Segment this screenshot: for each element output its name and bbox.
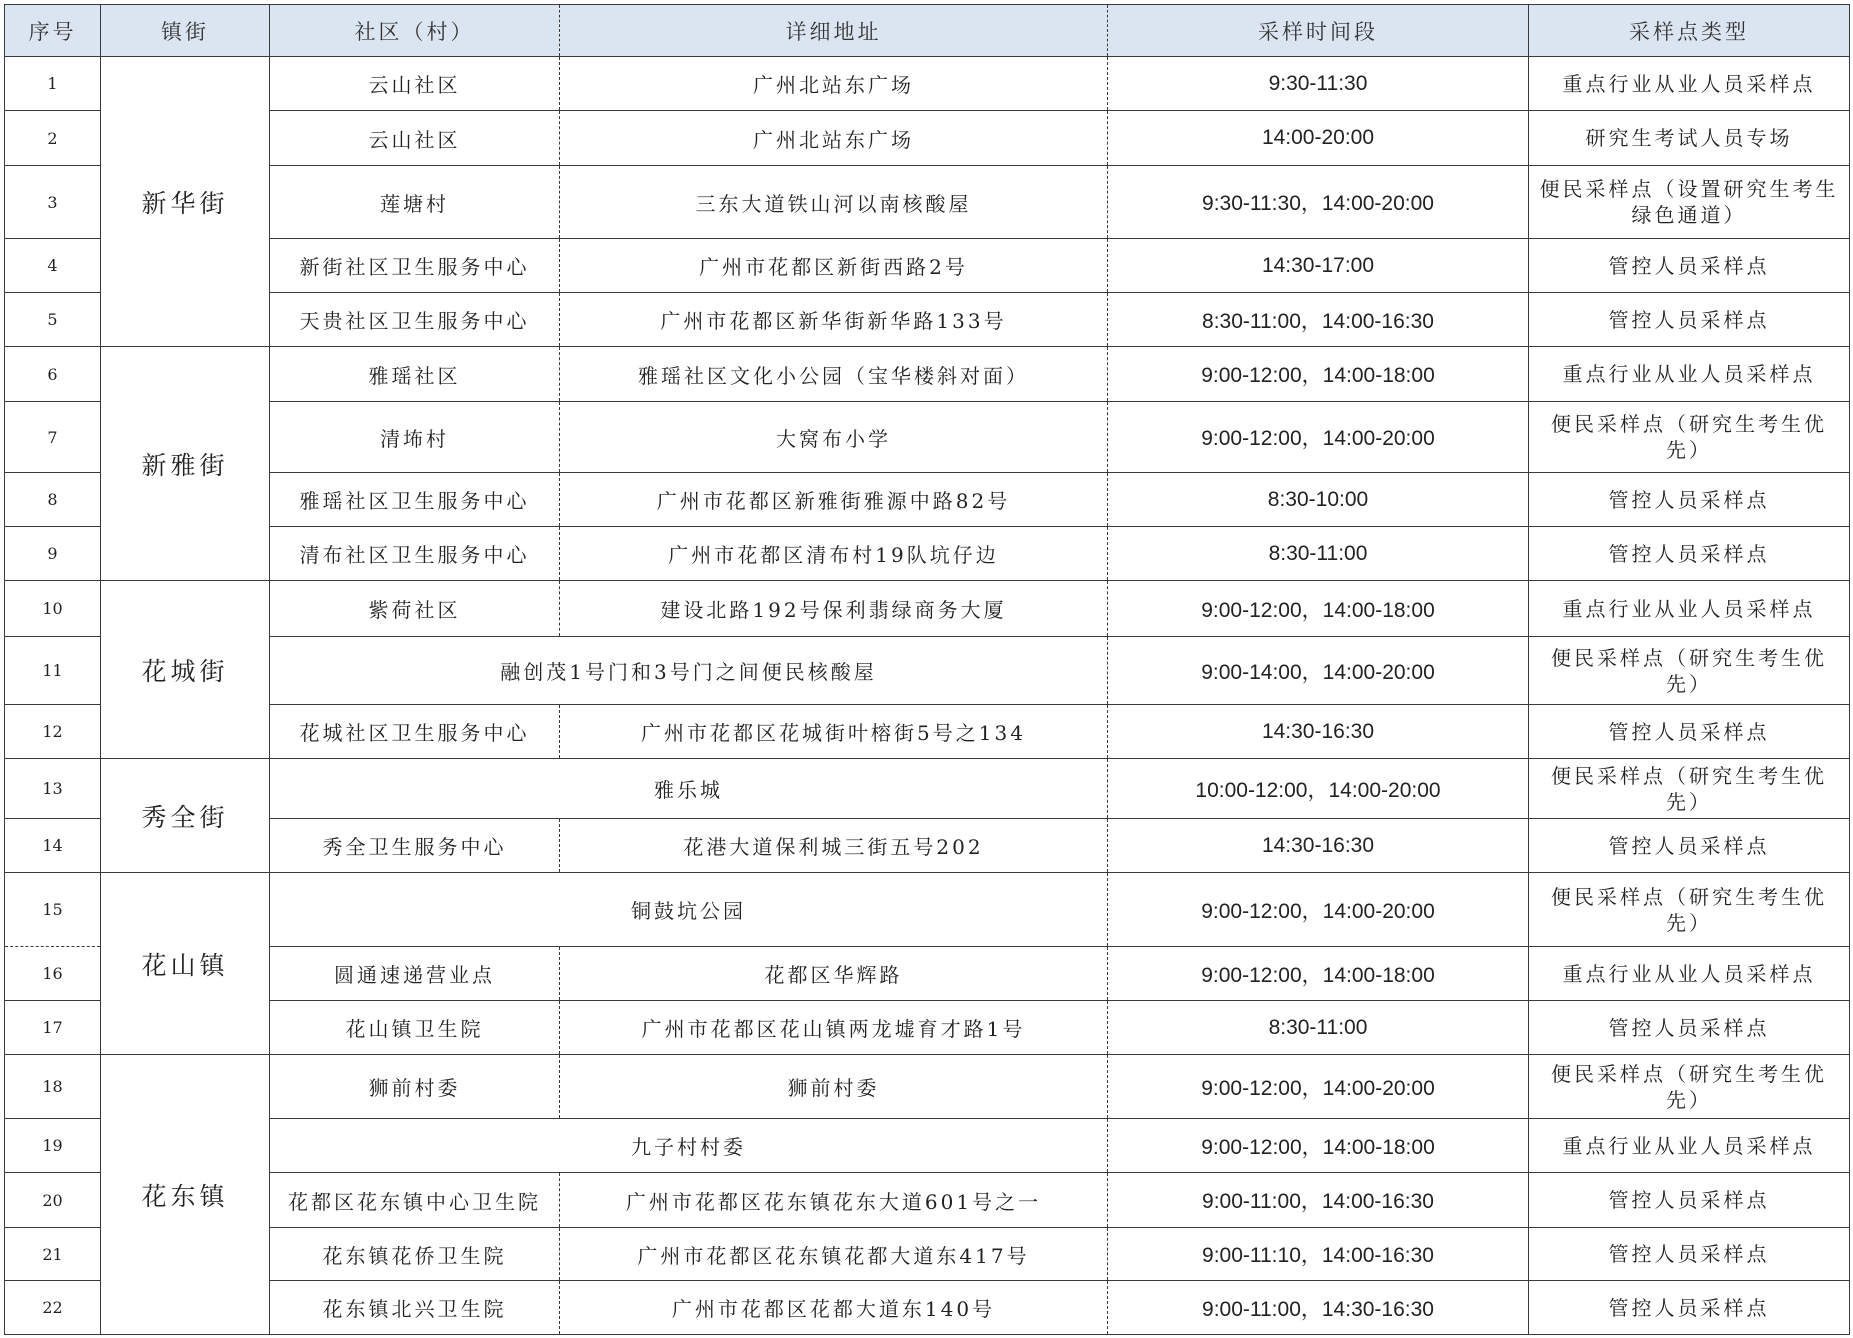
site-type: 管控人员采样点 [1529,473,1850,527]
row-number: 10 [5,581,101,637]
sampling-time: 8:30-11:00 [1108,1001,1529,1055]
row-number: 9 [5,527,101,581]
community-name: 天贵社区卫生服务中心 [270,293,560,347]
sampling-time: 8:30-10:00 [1108,473,1529,527]
table-row [5,347,1850,402]
header-address: 详细地址 [560,5,1108,57]
sampling-time: 9:00-12:00，14:00-18:00 [1108,1119,1529,1173]
header-time: 采样时间段 [1108,5,1529,57]
street-name: 新雅街 [101,347,270,581]
row-number: 6 [5,347,101,402]
community-name: 雅瑶社区卫生服务中心 [270,473,560,527]
sampling-sites-table [4,4,1850,1335]
address: 广州市花都区新雅街雅源中路82号 [560,473,1108,527]
site-type: 管控人员采样点 [1529,1228,1850,1281]
table-row [5,581,1850,637]
header-no: 序号 [5,5,101,57]
row-number: 19 [5,1119,101,1173]
sampling-time: 8:30-11:00 [1108,527,1529,581]
row-number: 1 [5,57,101,111]
site-type: 管控人员采样点 [1529,293,1850,347]
address: 广州市花都区花东镇花东大道601号之一 [560,1173,1108,1228]
address: 广州市花都区新华街新华路133号 [560,293,1108,347]
row-number: 5 [5,293,101,347]
site-type: 重点行业从业人员采样点 [1529,1119,1850,1173]
row-number: 14 [5,819,101,873]
address: 大窝布小学 [560,402,1108,473]
row-number: 16 [5,947,101,1001]
community-name: 新街社区卫生服务中心 [270,239,560,293]
sampling-time: 9:00-14:00，14:00-20:00 [1108,637,1529,705]
community-name: 狮前村委 [270,1055,560,1119]
street-name: 花山镇 [101,873,270,1055]
site-type: 管控人员采样点 [1529,1281,1850,1335]
table-row [5,1281,1850,1335]
table-row [5,1173,1850,1228]
site-type: 管控人员采样点 [1529,1001,1850,1055]
site-type: 便民采样点（研究生考生优先） [1529,402,1850,473]
sampling-time: 9:00-12:00，14:00-20:00 [1108,402,1529,473]
table-row [5,239,1850,293]
address: 广州市花都区新街西路2号 [560,239,1108,293]
address: 广州市花都区花东镇花都大道东417号 [560,1228,1108,1281]
street-name: 新华街 [101,57,270,347]
site-type: 便民采样点（设置研究生考生绿色通道） [1529,166,1850,239]
row-number: 22 [5,1281,101,1335]
site-type: 管控人员采样点 [1529,705,1850,759]
site-type: 便民采样点（研究生考生优先） [1529,873,1850,947]
site-type: 管控人员采样点 [1529,239,1850,293]
site-type: 便民采样点（研究生考生优先） [1529,759,1850,819]
table-row [5,527,1850,581]
header-type: 采样点类型 [1529,5,1850,57]
site-location: 雅乐城 [270,759,1108,819]
community-name: 清㘵村 [270,402,560,473]
site-type: 便民采样点（研究生考生优先） [1529,1055,1850,1119]
table-row [5,1001,1850,1055]
sampling-time: 14:30-17:00 [1108,239,1529,293]
sampling-time: 9:00-11:00，14:30-16:30 [1108,1281,1529,1335]
street-name: 秀全街 [101,759,270,873]
sampling-time: 9:00-11:10，14:00-16:30 [1108,1228,1529,1281]
site-type: 管控人员采样点 [1529,1173,1850,1228]
sampling-time: 14:30-16:30 [1108,705,1529,759]
table-row [5,1228,1850,1281]
sampling-time: 8:30-11:00，14:00-16:30 [1108,293,1529,347]
site-type: 重点行业从业人员采样点 [1529,947,1850,1001]
site-type: 重点行业从业人员采样点 [1529,57,1850,111]
address: 广州市花都区花城街叶榕街5号之134 [560,705,1108,759]
community-name: 紫荷社区 [270,581,560,637]
table-row [5,111,1850,166]
community-name: 云山社区 [270,111,560,166]
row-number: 18 [5,1055,101,1119]
sampling-time: 9:00-12:00，14:00-20:00 [1108,1055,1529,1119]
row-number: 13 [5,759,101,819]
header-community: 社区（村） [270,5,560,57]
site-type: 重点行业从业人员采样点 [1529,347,1850,402]
site-type: 管控人员采样点 [1529,819,1850,873]
address: 广州市花都区花都大道东140号 [560,1281,1108,1335]
sampling-time: 9:00-12:00，14:00-18:00 [1108,347,1529,402]
table-row [5,57,1850,111]
address: 建设北路192号保利翡绿商务大厦 [560,581,1108,637]
community-name: 圆通速递营业点 [270,947,560,1001]
community-name: 花东镇北兴卫生院 [270,1281,560,1335]
table-row [5,947,1850,1001]
community-name: 秀全卫生服务中心 [270,819,560,873]
row-number: 8 [5,473,101,527]
sampling-time: 9:30-11:30 [1108,57,1529,111]
sampling-time: 10:00-12:00，14:00-20:00 [1108,759,1529,819]
table-row [5,637,1850,705]
header-row [5,5,1850,57]
street-name: 花城街 [101,581,270,759]
sampling-time: 14:30-16:30 [1108,819,1529,873]
site-type: 重点行业从业人员采样点 [1529,581,1850,637]
community-name: 花东镇花侨卫生院 [270,1228,560,1281]
table-row [5,166,1850,239]
address: 花港大道保利城三街五号202 [560,819,1108,873]
row-number: 15 [5,873,101,947]
community-name: 云山社区 [270,57,560,111]
address: 广州北站东广场 [560,57,1108,111]
table-row [5,819,1850,873]
address: 三东大道铁山河以南核酸屋 [560,166,1108,239]
row-number: 17 [5,1001,101,1055]
table-row [5,293,1850,347]
sampling-time: 9:00-12:00，14:00-18:00 [1108,581,1529,637]
table-row [5,402,1850,473]
community-name: 雅瑶社区 [270,347,560,402]
row-number: 21 [5,1228,101,1281]
sampling-time: 9:30-11:30，14:00-20:00 [1108,166,1529,239]
address: 花都区华辉路 [560,947,1108,1001]
row-number: 4 [5,239,101,293]
header-street: 镇街 [101,5,270,57]
table-row [5,873,1850,947]
community-name: 花城社区卫生服务中心 [270,705,560,759]
address: 广州市花都区花山镇两龙墟育才路1号 [560,1001,1108,1055]
sampling-time: 9:00-11:00，14:00-16:30 [1108,1173,1529,1228]
site-location: 九子村村委 [270,1119,1108,1173]
community-name: 清布社区卫生服务中心 [270,527,560,581]
site-type: 研究生考试人员专场 [1529,111,1850,166]
table-row [5,1119,1850,1173]
address: 广州市花都区清布村19队坑仔边 [560,527,1108,581]
address: 广州北站东广场 [560,111,1108,166]
row-number: 11 [5,637,101,705]
row-number: 3 [5,166,101,239]
row-number: 12 [5,705,101,759]
community-name: 莲塘村 [270,166,560,239]
table-row [5,705,1850,759]
table-row [5,473,1850,527]
sampling-time: 9:00-12:00，14:00-20:00 [1108,873,1529,947]
table-row [5,1055,1850,1119]
row-number: 2 [5,111,101,166]
site-location: 融创茂1号门和3号门之间便民核酸屋 [270,637,1108,705]
table-row [5,759,1850,819]
community-name: 花山镇卫生院 [270,1001,560,1055]
sampling-time: 9:00-12:00，14:00-18:00 [1108,947,1529,1001]
row-number: 7 [5,402,101,473]
address: 狮前村委 [560,1055,1108,1119]
row-number: 20 [5,1173,101,1228]
address: 雅瑶社区文化小公园（宝华楼斜对面） [560,347,1108,402]
sampling-time: 14:00-20:00 [1108,111,1529,166]
community-name: 花都区花东镇中心卫生院 [270,1173,560,1228]
site-location: 铜鼓坑公园 [270,873,1108,947]
street-name: 花东镇 [101,1055,270,1335]
site-type: 管控人员采样点 [1529,527,1850,581]
site-type: 便民采样点（研究生考生优先） [1529,637,1850,705]
